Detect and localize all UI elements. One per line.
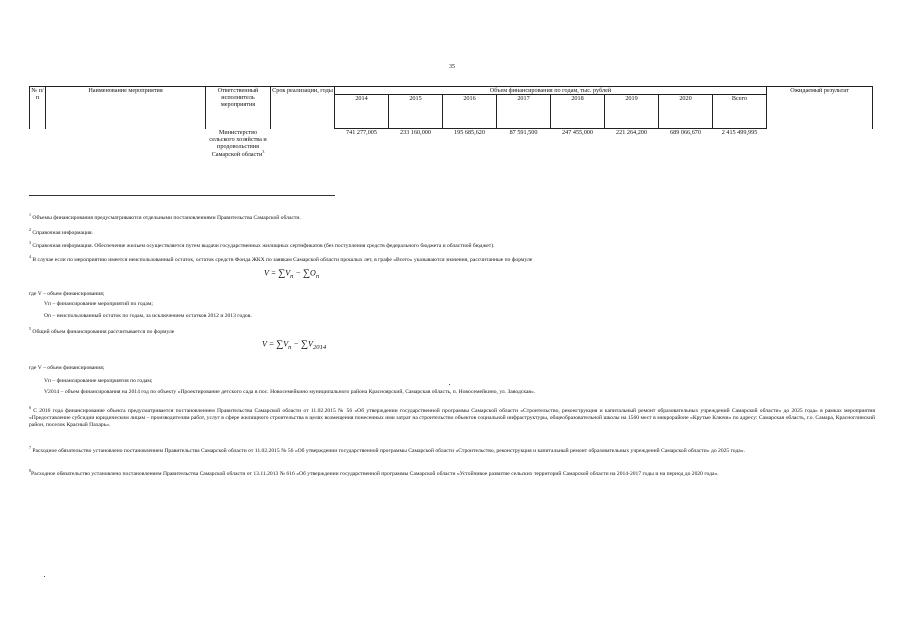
header-executor: Ответственный исполнитель мероприятия: [206, 87, 271, 129]
scan-speck: [44, 576, 45, 577]
year-header: Всего: [713, 95, 767, 129]
financing-table: [29, 86, 873, 158]
year-header: 2015: [389, 95, 443, 129]
row-executor: Министерство сельского хозяйства и продовольствия Самарской области$^3$: [209, 128, 267, 159]
footnote-1: $^1$ Объемы финансирования предусматриваются отдельными постановлениями Правительства Самарской области.: [29, 212, 301, 221]
footnote-5-where-2: Vп – финансирование мероприятия по годам;: [44, 378, 153, 384]
header-result: Ожидаемый результат: [767, 87, 873, 129]
footnote-8: $^8$Расходное обязательство установлено постановлением Правительства Самарской области от 13.11.2013 № 616 «Об утверждении государственной программы Самарской области «Устойчивое развитие сельских территорий Самарской области на 2014-2017 годы и на период до 2020 года».: [29, 468, 719, 477]
row-value: 233 160,000: [400, 129, 431, 137]
formula-1: $V = \sum V_п - \sum O_п$: [264, 268, 320, 280]
year-header: 2020: [659, 95, 713, 129]
year-header: 2019: [605, 95, 659, 129]
header-num: № п/п: [30, 87, 46, 129]
year-header: 2018: [551, 95, 605, 129]
footnote-4-where-3: Oп – неиспользованный остаток по годам, за исключением остатков 2012 и 2013 годов.: [44, 313, 252, 319]
footnote-4: $^4$ В случае если по мероприятию имеется неиспользованный остаток, остаток средств Фонда ЖКХ по заявкам Самарской области прошлых лет, в графе «Всего» указываются значения, рассчитанные по формуле: [29, 254, 533, 263]
row-value: 87 591,500: [509, 129, 538, 137]
table-row: [30, 129, 873, 159]
footnote-3: $^3$ Справочная информация. Обеспечение жильем осуществляется путем выдачи государственных жилищных сертификатов (без поступления средств федерального бюджета и областной бюджет).: [29, 240, 495, 249]
row-value: 195 685,620: [454, 129, 485, 137]
header-name: Наименование мероприятия: [46, 87, 206, 129]
footnote-2: $^2$ Справочная информация.: [29, 227, 93, 236]
formula-2: $V = \sum V_п - \sum V_{2014}$: [262, 339, 327, 351]
row-value: 247 455,000: [562, 129, 593, 137]
year-header: 2016: [443, 95, 497, 129]
year-header: 2014: [335, 95, 389, 129]
row-value: 689 066,670: [670, 129, 701, 137]
header-volume: Объем финансирования по годам, тыс. рублей: [335, 87, 767, 95]
row-value: 741 277,005: [346, 129, 377, 137]
scan-speck: [449, 384, 450, 385]
header-term: Срок реализации, годы: [271, 87, 335, 129]
year-header: 2017: [497, 95, 551, 129]
footnote-separator: [29, 195, 335, 196]
footnote-5: $^5$ Общий объем финансирования рассчитывается по формуле: [29, 326, 175, 335]
footnote-7: $^7$ Расходное обязательство установлено постановлением Правительства Самарской области от 11.02.2015 № 56 «Об утверждении государственной программы Самарской области «Строительство, реконструкция и капитальный ремонт образовательных учреждений Самарской области» до 2025 года».: [29, 445, 745, 454]
footnote-4-where-1: где V – объем финансирования;: [29, 291, 105, 297]
row-value: 2 415 499,995: [721, 129, 758, 137]
row-value: 221 264,200: [616, 129, 647, 137]
footnote-6: $^6$ С 2016 года финансирование объекта предусматривается постановлением Правительства Самарской области от 11.02.2015 № 56 «Об утверждении государственной программы Самарской области «Строительство, реконструкция и капитальный ремонт образовательных учреждений Самарской области» до 2025 года» в рамках мероприятия «Предоставление субсидии юридическим лицам – производителям работ, услуг в сфере жилищного строительства в целях возмещения понесенных ими затрат на строительство объектов социальной инфраструктуры, общеобразовательной школы на 1560 мест в микрорайоне «Крутые Ключи» по адресу: Самарская область, г.о. Самара, Красноглинский район, поселок Красный Пахарь».: [29, 405, 876, 428]
footnote-4-where-2: Vп – финансирование мероприятий по годам;: [44, 301, 153, 307]
page-number: 35: [449, 64, 455, 70]
footnote-5-where-1: где V – объем финансирования;: [29, 365, 105, 371]
footnote-5-where-3: V2014 – объем финансирования на 2014 год по объекту «Проектирование детского сада в пос. Новосемейкино муниципального района Красноярский, Самарская область, п. Новосемейкино, ул. Заводская».: [44, 389, 536, 395]
